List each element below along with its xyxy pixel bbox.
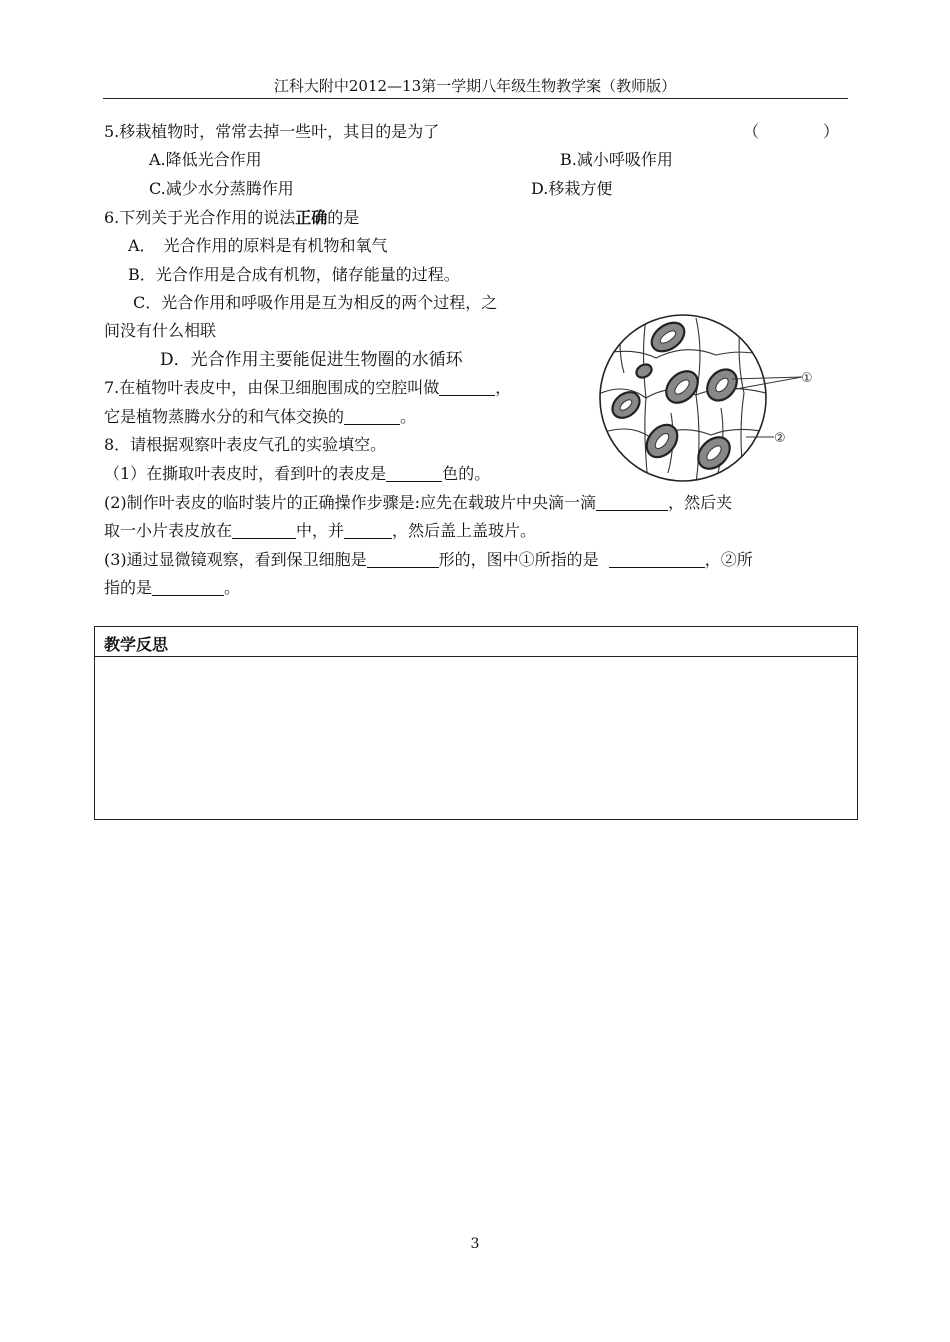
- q8-part1-text: （1）在撕取叶表皮时，看到叶的表皮是: [104, 464, 387, 483]
- q7-line2-text: 它是植物蒸腾水分的和气体交换的: [104, 407, 345, 426]
- q5-answer-bracket: （ ）: [743, 122, 840, 141]
- q6-option-b: B．光合作用是合成有机物，储存能量的过程。: [128, 265, 460, 284]
- diagram-label-2: ②: [774, 431, 786, 446]
- q8-part2-text: (2)制作叶表皮的临时装片的正确操作步骤是:应先在载玻片中央滴一滴: [104, 493, 597, 512]
- q7-line2-post: 。: [400, 407, 417, 426]
- q6-stem-emphasis: 正确: [295, 208, 328, 227]
- q7-line2: [104, 404, 416, 427]
- q5-option-d: D.移栽方便: [531, 179, 613, 198]
- q8-part3b-text: 指的是: [104, 578, 153, 597]
- q5-option-c: C.减少水分蒸腾作用: [149, 179, 294, 198]
- q6-stem-pre: 6.下列关于光合作用的说法: [104, 208, 296, 227]
- q6-option-d: D．光合作用主要能促进生物圈的水循环: [160, 350, 463, 370]
- q8-blank-color: [386, 465, 442, 482]
- q8-blank-place: [232, 522, 296, 539]
- q7-blank-stoma: [439, 379, 495, 396]
- reflection-title: 教学反思: [104, 635, 169, 654]
- page-number: 3: [470, 1236, 480, 1252]
- q5-option-a: A.降低光合作用: [149, 150, 262, 169]
- q7-line1-text: 7.在植物叶表皮中，由保卫细胞围成的空腔叫做: [104, 378, 440, 397]
- q8-part3-mid: 形的，图中①所指的是: [438, 550, 599, 569]
- q8-stem: 8．请根据观察叶表皮气孔的实验填空。: [104, 435, 387, 454]
- q8-blank-shape: [367, 551, 439, 568]
- q5-stem: 5.移栽植物时，常常去掉一些叶，其目的是为了: [104, 122, 440, 141]
- q8-part2-line1: [104, 490, 732, 513]
- q8-part1: [104, 461, 490, 484]
- q8-part3-text: (3)通过显微镜观察，看到保卫细胞是: [104, 550, 367, 569]
- header-divider: [103, 98, 848, 99]
- page-header: 江科大附中2012—13第一学期八年级生物教学案（教师版）: [273, 77, 677, 95]
- q6-option-a: A． 光合作用的原料是有机物和氧气: [128, 236, 388, 255]
- reflection-header-row: [95, 627, 857, 657]
- q8-part2b-text: 取一小片表皮放在: [104, 521, 233, 540]
- q6-stem-post: 的是: [327, 208, 360, 227]
- q8-part1-post: 色的。: [442, 464, 491, 483]
- q8-blank-liquid: [596, 494, 668, 511]
- stomata-diagram: [596, 313, 828, 483]
- q8-part3-line1: [104, 547, 753, 570]
- q8-part3-line2: [104, 575, 240, 598]
- q8-blank-action: [344, 522, 392, 539]
- q8-part3-post: ，②所: [704, 550, 753, 569]
- q7-line1-post: ，: [495, 378, 512, 397]
- teaching-reflection-box: [94, 626, 858, 820]
- q8-part2b-mid: 中，并: [296, 521, 345, 540]
- q7-blank-window: [344, 408, 400, 425]
- q5-option-b: B.减小呼吸作用: [560, 150, 673, 169]
- q8-part2-post: ，然后夹: [668, 493, 733, 512]
- q8-blank-label2: [152, 579, 224, 596]
- q8-blank-label1: [609, 551, 705, 568]
- q6-stem: [104, 205, 359, 228]
- diagram-label-1: ①: [801, 371, 813, 386]
- q7-line1: [104, 375, 511, 398]
- q6-option-c-line2: 间没有什么相联: [104, 321, 217, 340]
- q8-part3b-post: 。: [224, 578, 241, 597]
- q8-part2b-post: ，然后盖上盖玻片。: [392, 521, 537, 540]
- q8-part2-line2: [104, 518, 536, 541]
- q6-option-c-line1: C．光合作用和呼吸作用是互为相反的两个过程，之: [133, 293, 498, 312]
